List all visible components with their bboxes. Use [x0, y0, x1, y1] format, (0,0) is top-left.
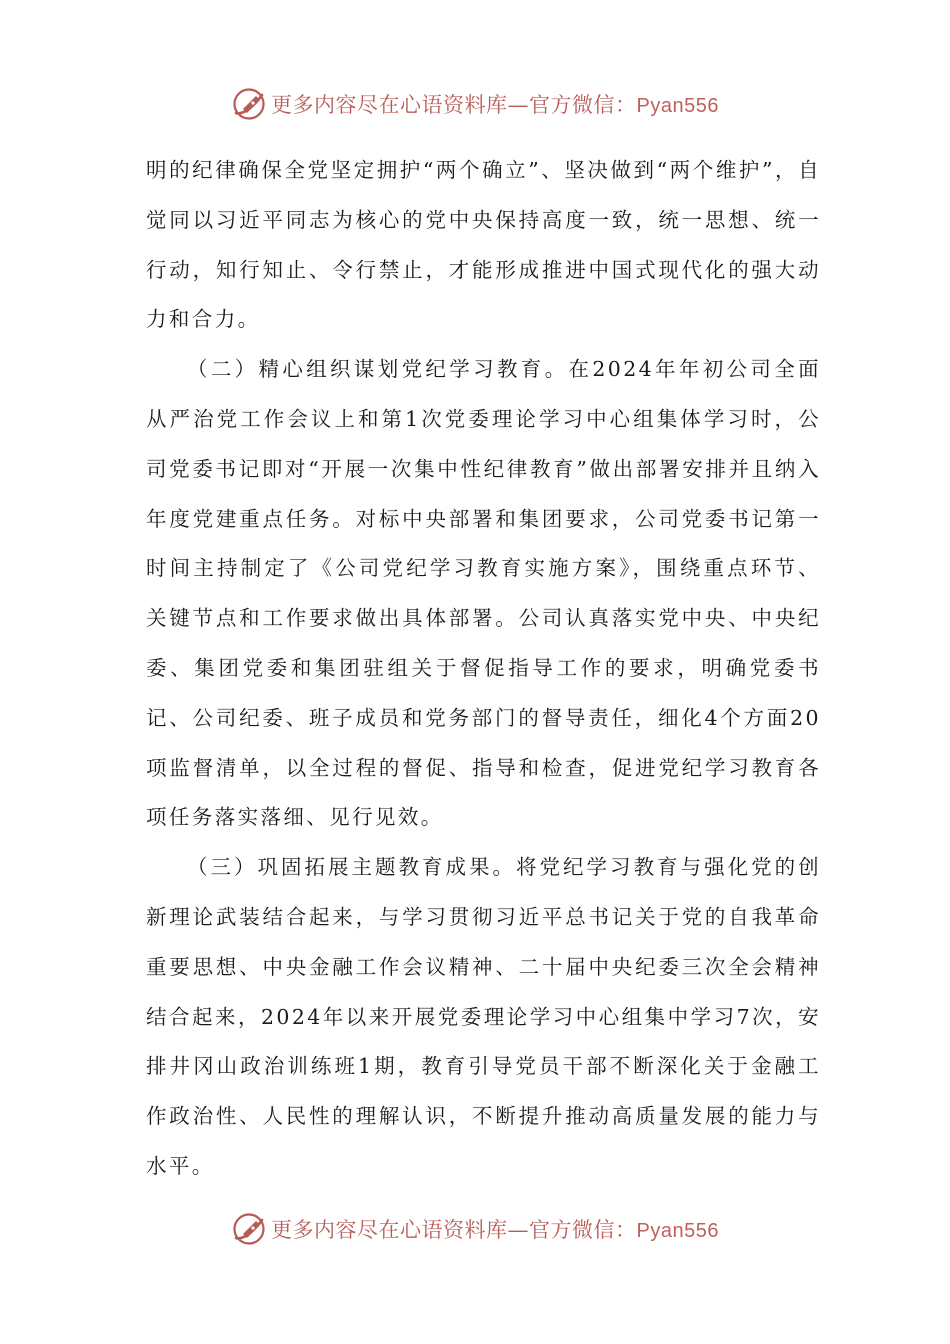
- wechat-id: Pyan556: [636, 95, 719, 117]
- pen-nib-circle-logo-icon: [231, 1211, 267, 1247]
- paragraph-section-2: （二）精心组织谋划党纪学习教育。在2024年年初公司全面从严治党工作会议上和第1次党委理论学习中心组集体学习时，公司党委书记即对“开展一次集中性纪律教育”做出部署安排并且纳入年度党建重点任务。对标中央部署和集团要求，公司党委书记第一时间主持制定了《公司党纪学习教育实施方案》，围绕重点环节、关键节点和工作要求做出具体部署。公司认真落实党中央、中央纪委、集团党委和集团驻组关于督促指导工作的要求，明确党委书记、公司纪委、班子成员和党务部门的督导责任，细化4个方面20项监督清单，以全过程的督促、指导和检查，促进党纪学习教育各项任务落实落细、见行见效。: [146, 357, 821, 830]
- paragraph-continuation: 明的纪律确保全党坚定拥护“两个确立”、坚决做到“两个维护”，自觉同以习近平同志为核心的党中央保持高度一致，统一思想、统一行动，知行知止、令行禁止，才能形成推进中国式现代化的强大动力和合力。: [146, 158, 821, 332]
- paragraph-section-3: （三）巩固拓展主题教育成果。将党纪学习教育与强化党的创新理论武装结合起来，与学习贯彻习近平总书记关于党的自我革命重要思想、中央金融工作会议精神、二十届中央纪委三次全会精神结合起来，2024年以来开展党委理论学习中心组集中学习7次，安排井冈山政治训练班1期，教育引导党员干部不断深化关于金融工作政治性、人民性的理解认识，不断提升推动高质量发展的能力与水平。: [146, 855, 821, 1178]
- footer-watermark: [0, 1207, 950, 1251]
- header-watermark: [0, 82, 950, 126]
- pen-nib-circle-logo-icon: [231, 86, 267, 122]
- watermark-text: 更多内容尽在心语资料库—官方微信：Pyan556: [271, 1218, 719, 1242]
- wechat-id: Pyan556: [636, 1220, 719, 1242]
- document-body: [146, 146, 821, 1192]
- watermark-text: 更多内容尽在心语资料库—官方微信：Pyan556: [271, 93, 719, 117]
